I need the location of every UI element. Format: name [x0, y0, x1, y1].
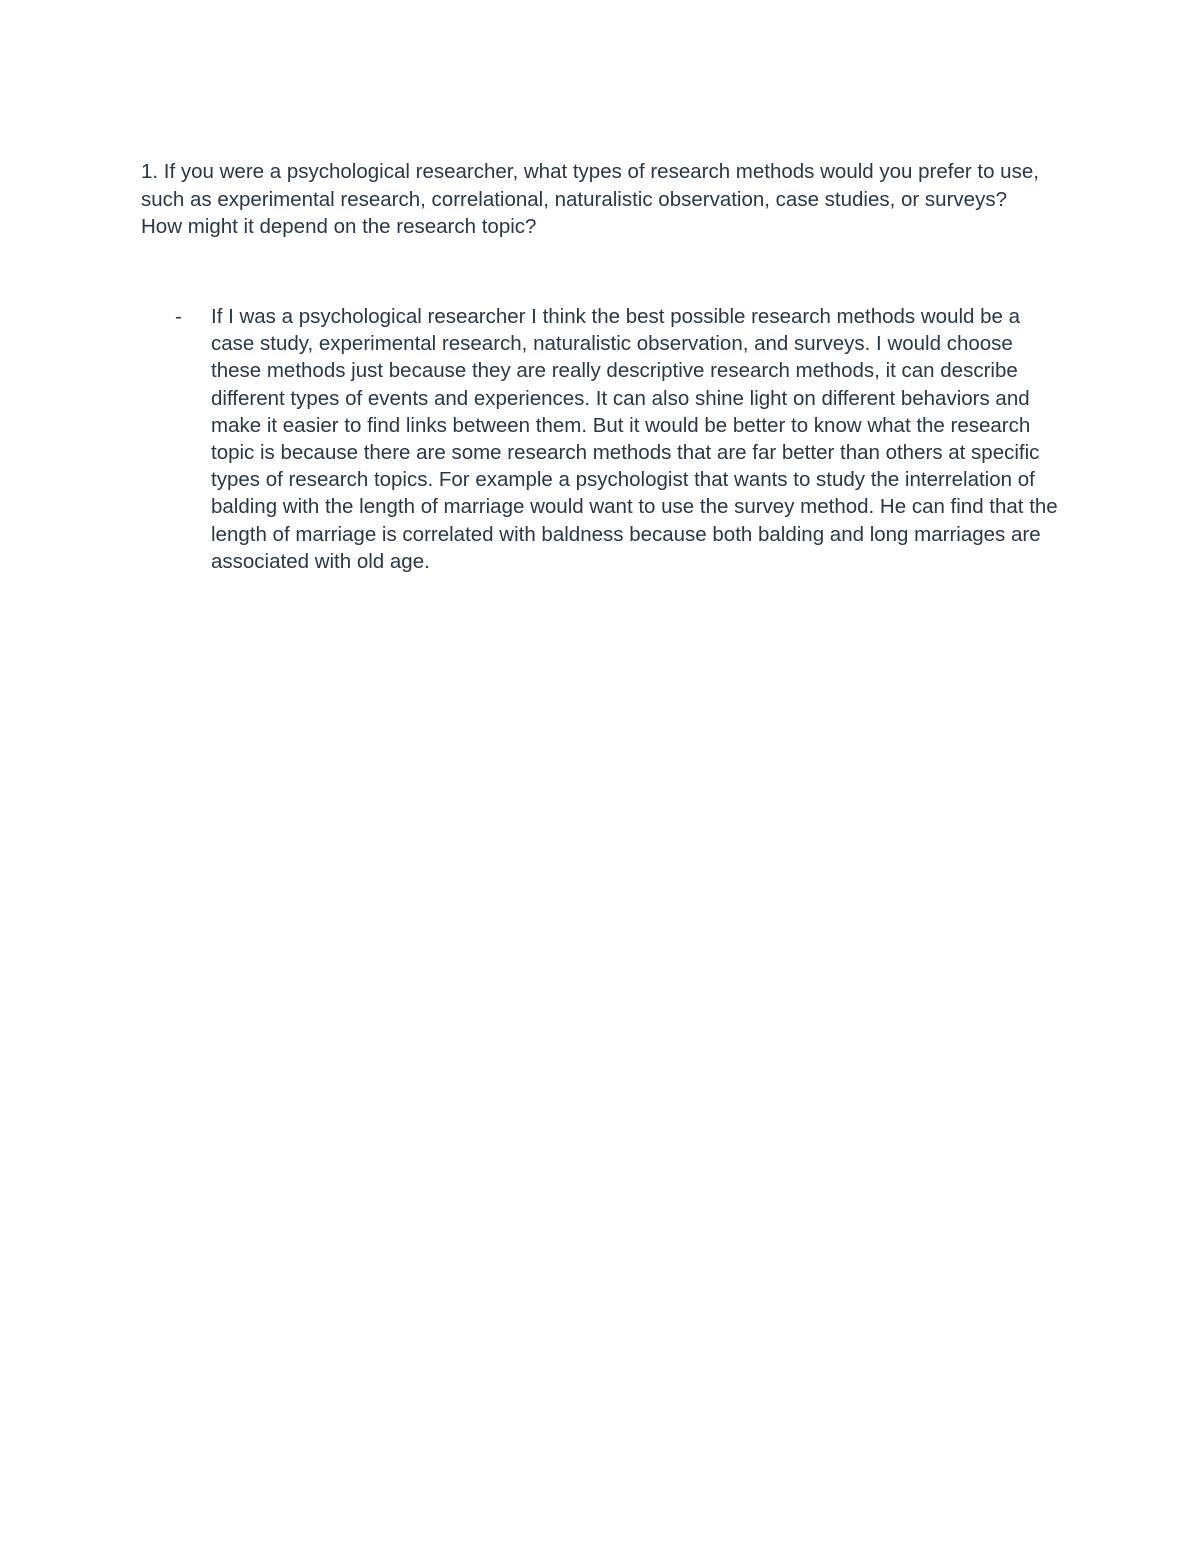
answer-list — [141, 303, 1071, 575]
question-text: 1. If you were a psychological researcher, what types of research methods would you prefer to use, such as experimental research, correlational, naturalistic observation, case studies, or surveys? How might it depend on the research topic? — [141, 160, 1045, 238]
dash-bullet: - — [175, 305, 182, 328]
answer-text: If I was a psychological researcher I think the best possible research methods would be a case study, experimental research, naturalistic observation, and surveys. I would choose these methods just because they are really descriptive research methods, it can describe different types of events and experiences. It can also shine light on different behaviors and make it easier to find links between them. But it would be better to know what the research topic is because there are some research methods that are far better than others at specific types of research topics. For example a psychologist that wants to study the interrelation of balding with the length of marriage would want to use the survey method. He can find that the length of marriage is correlated with baldness because both balding and long marriages are associated with old age. — [211, 305, 1058, 573]
list-item — [141, 303, 1071, 575]
